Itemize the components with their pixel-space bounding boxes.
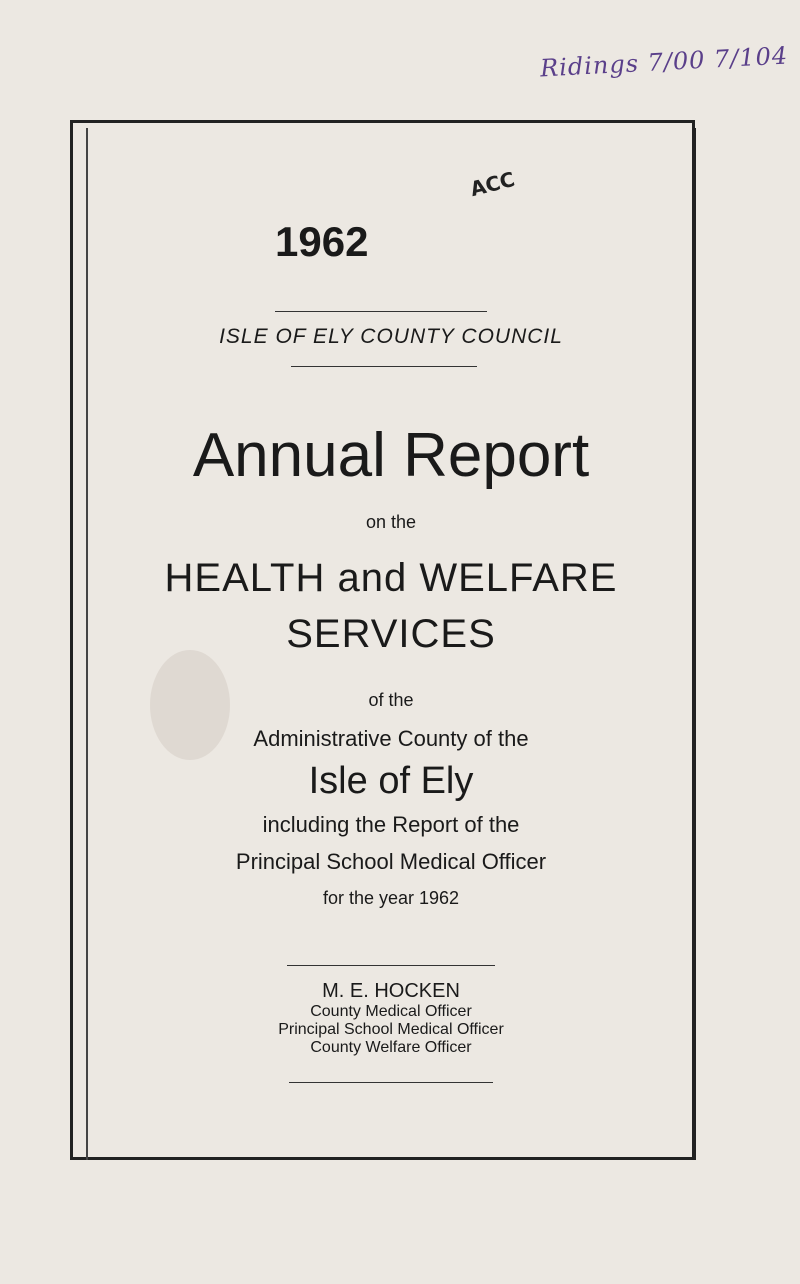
officer-name: M. E. HOCKEN bbox=[322, 980, 460, 1002]
admin-county-text: Administrative County of the bbox=[253, 726, 529, 751]
officer-title: County Welfare Officer bbox=[310, 1039, 472, 1056]
of-the-text: of the bbox=[368, 690, 414, 710]
officer-title: Principal School Medical Officer bbox=[278, 1021, 504, 1038]
subject-line-1: HEALTH and WELFARE bbox=[164, 556, 618, 600]
psmo-text: Principal School Medical Officer bbox=[235, 849, 547, 874]
subject-line-2: SERVICES bbox=[286, 612, 496, 656]
divider-top bbox=[275, 311, 487, 312]
on-the-text: on the bbox=[365, 512, 417, 532]
handwritten-annotation: Ridings 7/00 7/104 bbox=[539, 41, 789, 83]
county-name: Isle of Ely bbox=[308, 760, 474, 802]
divider-council bbox=[291, 366, 477, 367]
divider-officer bbox=[287, 965, 495, 966]
divider-bottom bbox=[289, 1082, 493, 1083]
report-title: Annual Report bbox=[192, 421, 590, 490]
officer-title: County Medical Officer bbox=[310, 1003, 472, 1020]
report-year: 1962 bbox=[275, 218, 369, 265]
council-name: ISLE OF ELY COUNTY COUNCIL bbox=[219, 325, 563, 348]
including-text: including the Report of the bbox=[262, 812, 520, 837]
for-year-text: for the year 1962 bbox=[322, 888, 460, 908]
accession-stamp: ACC bbox=[467, 166, 518, 202]
